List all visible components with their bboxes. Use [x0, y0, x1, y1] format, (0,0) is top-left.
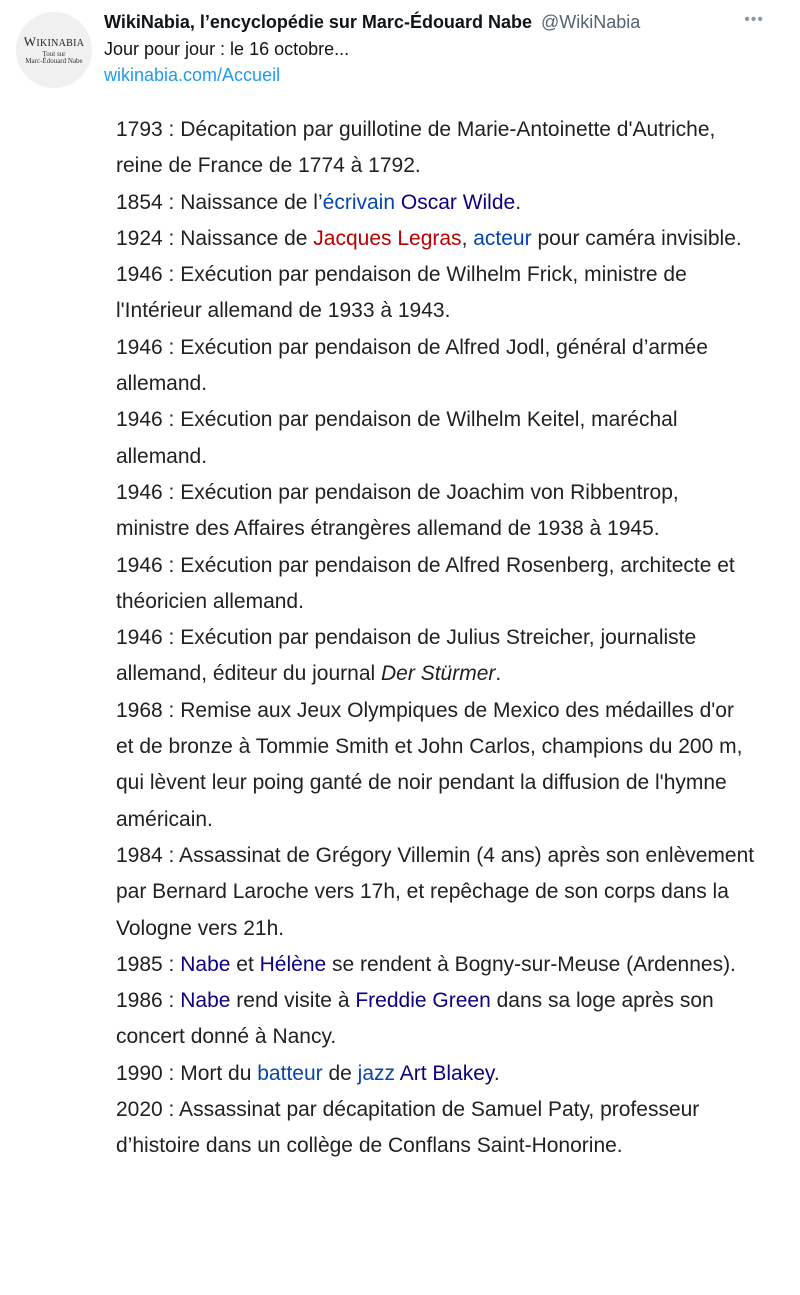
list-item: 1985 : Nabe et Hélène se rendent à Bogny-sur-Meuse (Ardennes). — [116, 952, 736, 976]
list-item: 1854 : Naissance de l’écrivain Oscar Wilde. — [116, 190, 522, 214]
link-nabe[interactable]: Nabe — [180, 952, 231, 976]
logo-tagline: Tout sur Marc-Édouard Nabe — [25, 49, 83, 65]
list-item: 1946 : Exécution par pendaison de Alfred Jodl, général d’armée allemand. — [116, 335, 708, 396]
link-ecrivain[interactable]: écrivain — [322, 190, 396, 214]
more-options-icon[interactable]: ••• — [744, 11, 764, 28]
list-item: 1793 : Décapitation par guillotine de Marie-Antoinette d'Autriche, reine de France de 1774 à 1792. — [116, 118, 716, 178]
list-item: 1984 : Assassinat de Grégory Villemin (4 ans) après son enlèvement par Bernard Laroche vers 17h, et repêchage de son corps dans la Vologne vers 21h. — [116, 843, 755, 940]
journal-title: Der Stürmer — [381, 662, 496, 686]
link-helene[interactable]: Hélène — [259, 952, 327, 976]
display-name[interactable]: WikiNabia, l’encyclopédie sur Marc-Édouard Nabe — [104, 12, 532, 32]
link-oscar-wilde[interactable]: Oscar Wilde — [400, 190, 516, 214]
avatar[interactable] — [16, 12, 92, 88]
list-item: 1968 : Remise aux Jeux Olympiques de Mexico des médailles d'or et de bronze à Tommie Smith et John Carlos, champions du 200 m, qui lèvent leur poing ganté de noir pendant la diffusion de l'hymne américain. — [116, 698, 743, 831]
tweet-link[interactable]: wikinabia.com/Accueil — [104, 65, 281, 85]
link-art-blakey[interactable]: Art Blakey — [399, 1061, 494, 1085]
list-item: 1946 : Exécution par pendaison de Wilhelm Frick, ministre de l'Intérieur allemand de 1933 à 1943. — [116, 263, 687, 323]
link-freddie-green[interactable]: Freddie Green — [355, 989, 491, 1013]
wikinabia-logo: WIKINABIA — [23, 33, 85, 49]
link-jacques-legras[interactable]: Jacques Legras — [313, 226, 462, 250]
link-acteur[interactable]: acteur — [473, 226, 532, 250]
link-batteur[interactable]: batteur — [257, 1061, 323, 1085]
tweet-text: Jour pour jour : le 16 octobre... — [104, 39, 350, 59]
list-item: 1990 : Mort du batteur de jazz Art Blakey. — [116, 1061, 500, 1085]
tweet-header — [104, 10, 744, 88]
user-handle[interactable]: @WikiNabia — [540, 12, 641, 32]
list-item: 1946 : Exécution par pendaison de Wilhelm Keitel, maréchal allemand. — [116, 408, 678, 468]
list-item: 1946 : Exécution par pendaison de Joachim von Ribbentrop, ministre des Affaires étrangères allemand de 1938 à 1945. — [116, 480, 679, 541]
list-item: 1986 : Nabe rend visite à Freddie Green dans sa loge après son concert donné à Nancy. — [116, 989, 714, 1049]
ephemeris-list — [116, 112, 756, 1165]
list-item: 1946 : Exécution par pendaison de Julius Streicher, journaliste allemand, éditeur du journal Der Stürmer. — [116, 626, 697, 686]
link-jazz[interactable]: jazz — [357, 1061, 396, 1085]
author-line — [104, 10, 744, 34]
list-item: 1924 : Naissance de Jacques Legras, acteur pour caméra invisible. — [116, 226, 742, 250]
list-item: 2020 : Assassinat par décapitation de Samuel Paty, professeur d’histoire dans un collège de Conflans Saint-Honorine. — [116, 1098, 700, 1158]
list-item: 1946 : Exécution par pendaison de Alfred Rosenberg, architecte et théoricien allemand. — [116, 553, 735, 613]
link-nabe[interactable]: Nabe — [180, 989, 231, 1013]
